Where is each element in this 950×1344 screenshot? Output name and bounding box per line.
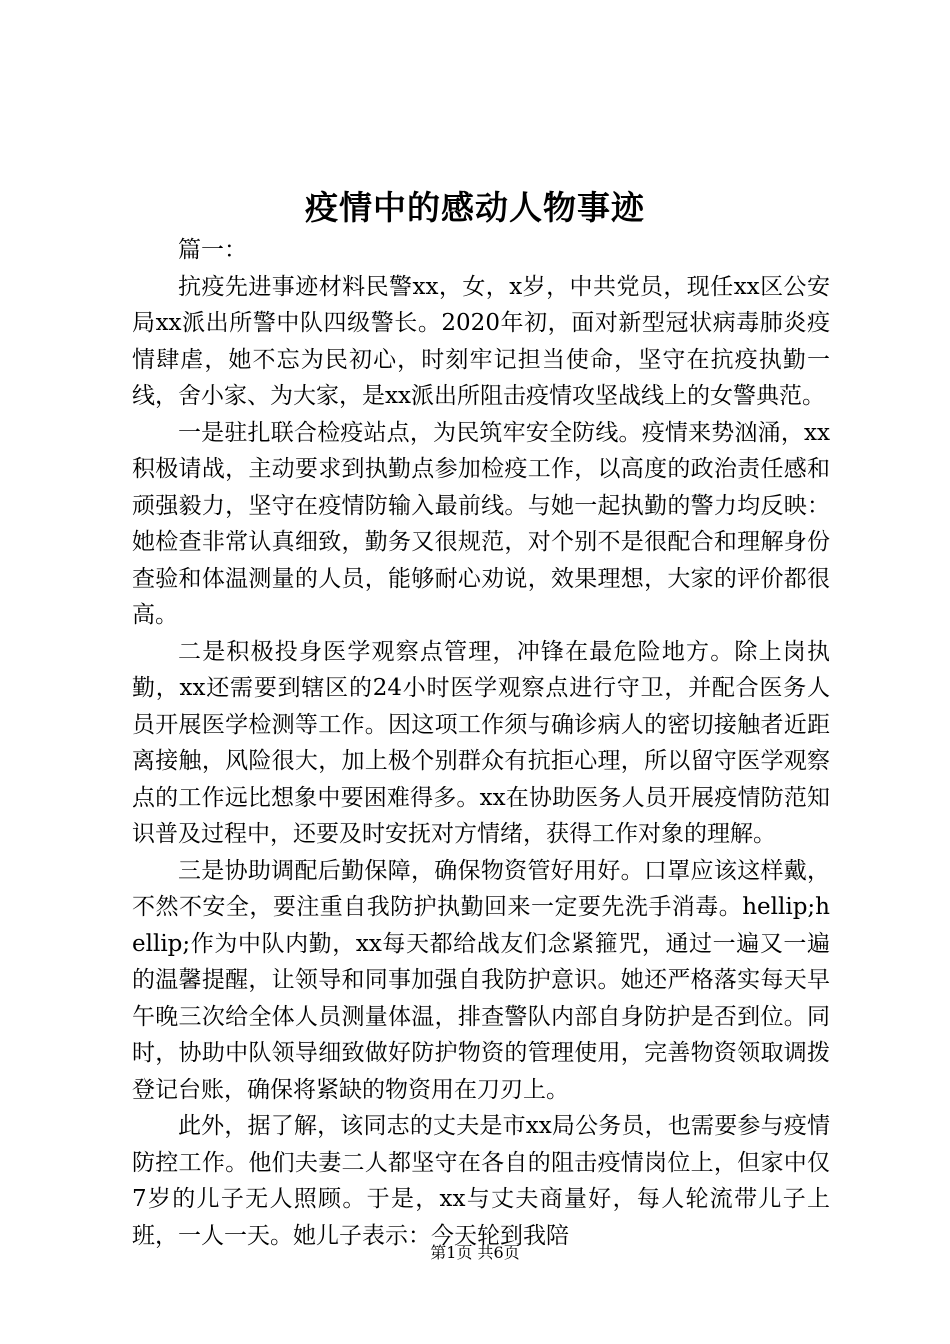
paragraph-additional: 此外，据了解，该同志的丈夫是市xx局公务员，也需要参与疫情防控工作。他们夫妻二人都坚守在各自的阻击疫情岗位上，但家中仅7岁的儿子无人照顾。于是，xx与丈夫商量好，每人轮流带儿子上班，一人一天。她儿子表示：今天轮到我陪	[132, 1113, 830, 1249]
paragraph-point-three: 三是协助调配后勤保障，确保物资管好用好。口罩应该这样戴，不然不安全，要注重自我防护执勤回来一定要先洗手消毒。hellip;hellip;作为中队内勤，xx每天都给战友们念紧箍咒，通过一遍又一遍的温馨提醒，让领导和同事加强自我防护意识。她还严格落实每天早午晚三次给全体人员测量体温，排查警队内部自身防护是否到位。同时，协助中队领导细致做好防护物资的管理使用，完善物资领取调拨登记台账，确保将紧缺的物资用在刀刃上。	[132, 857, 830, 1103]
document-title: 疫情中的感动人物事迹	[305, 188, 645, 227]
paragraph-point-one: 一是驻扎联合检疫站点，为民筑牢安全防线。疫情来势汹涌，xx积极请战，主动要求到执勤点参加检疫工作，以高度的政治责任感和顽强毅力，坚守在疫情防输入最前线。与她一起执勤的警力均反映：她检查非常认真细致，勤务又很规范，对个别不是很配合和理解身份查验和体温测量的人员，能够耐心劝说，效果理想，大家的评价都很高。	[132, 419, 830, 628]
page-number-footer: 第1页 共6页	[430, 1243, 520, 1262]
document-body	[132, 232, 830, 1254]
paragraph-intro: 抗疫先进事迹材料民警xx，女，x岁，中共党员，现任xx区公安局xx派出所警中队四级警长。2020年初，面对新型冠状病毒肺炎疫情肆虐，她不忘为民初心，时刻牢记担当使命，坚守在抗疫执勤一线，舍小家、为大家，是xx派出所阻击疫情攻坚战线上的女警典范。	[132, 273, 830, 409]
paragraph-point-two: 二是积极投身医学观察点管理，冲锋在最危险地方。除上岗执勤，xx还需要到辖区的24小时医学观察点进行守卫，并配合医务人员开展医学检测等工作。因这项工作须与确诊病人的密切接触者近距离接触，风险很大，加上极个别群众有抗拒心理，所以留守医学观察点的工作远比想象中要困难得多。xx在协助医务人员开展疫情防范知识普及过程中，还要及时安抚对方情绪，获得工作对象的理解。	[132, 638, 830, 847]
paragraph-section-label: 篇一：	[178, 237, 247, 263]
